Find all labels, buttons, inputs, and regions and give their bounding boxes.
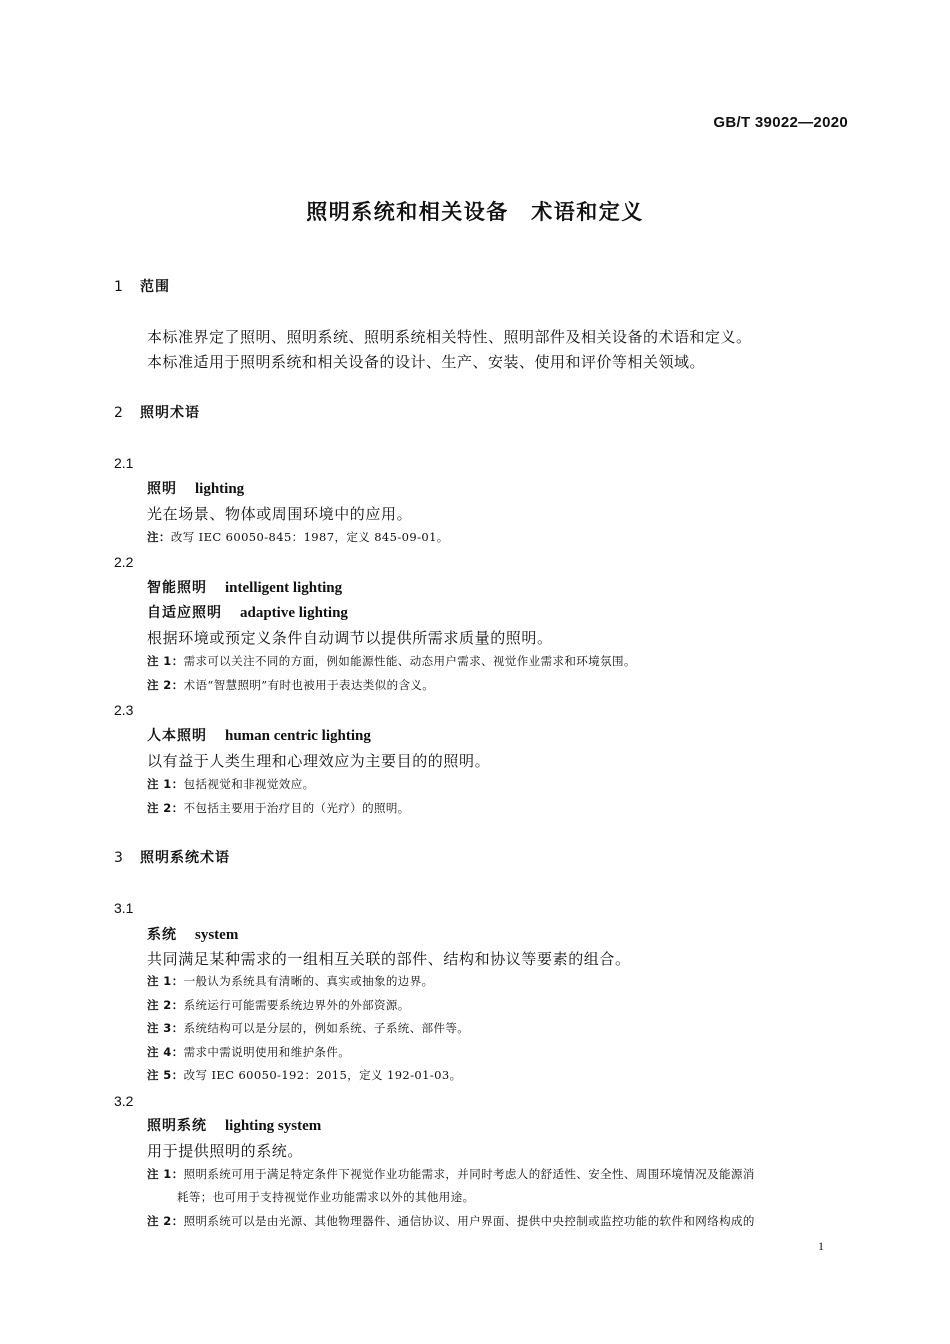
term-note (147, 1168, 755, 1182)
term-definition: 用于提供照明的系统。 (147, 1142, 304, 1160)
term-en: system (195, 927, 239, 943)
term-en: lighting system (225, 1118, 322, 1134)
term-definition: 根据环境或预定义条件自动调节以提供所需求质量的照明。 (147, 629, 553, 647)
term-heading (147, 926, 238, 944)
term-note (147, 531, 449, 545)
note-label: 注 2： (147, 998, 184, 1012)
note-text: 照明系统可用于满足特定条件下视觉作业功能需求，并同时考虑人的舒适性、安全性、周围环境情况及能源消 (183, 1167, 755, 1181)
scope-paragraph: 本标准适用于照明系统和相关设备的设计、生产、安装、使用和评价等相关领域。 (147, 353, 706, 371)
term-number: 3.2 (114, 1093, 134, 1109)
term-zh: 照明 (147, 481, 177, 497)
term-zh: 智能照明 (147, 580, 207, 596)
term-note (147, 1046, 350, 1060)
term-zh: 人本照明 (147, 728, 207, 744)
section-number: 1 (114, 279, 124, 295)
note-label: 注 3： (147, 1021, 184, 1035)
term-note (147, 999, 410, 1013)
term-heading (147, 579, 342, 597)
term-note-continuation: 耗等；也可用于支持视觉作业功能需求以外的其他用途。 (177, 1190, 475, 1204)
standard-code: GB/T 39022—2020 (713, 114, 848, 131)
term-note (147, 1215, 755, 1229)
scope-paragraph: 本标准界定了照明、照明系统、照明系统相关特性、照明部件及相关设备的术语和定义。 (147, 328, 752, 346)
section-heading-system-terms (114, 850, 230, 867)
term-number: 2.2 (114, 554, 134, 570)
section-title: 照明系统术语 (140, 850, 230, 866)
note-label: 注 1： (147, 974, 184, 988)
note-label: 注 1： (147, 1167, 184, 1181)
term-zh: 自适应照明 (147, 605, 222, 621)
term-note (147, 778, 315, 792)
note-label: 注 4： (147, 1045, 184, 1059)
note-text: 系统运行可能需要系统边界外的外部资源。 (183, 998, 410, 1012)
term-heading (147, 727, 371, 745)
section-title: 范围 (140, 279, 170, 295)
term-note (147, 655, 636, 669)
section-heading-scope (114, 279, 170, 296)
note-label: 注 2： (147, 801, 184, 815)
note-label: 注 1： (147, 777, 184, 791)
note-text: 改写 IEC 60050-845：1987，定义 845-09-01。 (170, 530, 449, 544)
term-note (147, 975, 434, 989)
term-note (147, 1069, 462, 1083)
note-text: 术语“智慧照明”有时也被用于表达类似的含义。 (183, 678, 435, 692)
note-label: 注： (147, 530, 171, 544)
term-en: intelligent lighting (225, 580, 343, 596)
term-definition: 共同满足某种需求的一组相互关联的部件、结构和协议等要素的组合。 (147, 950, 631, 968)
note-label: 注 5： (147, 1068, 184, 1082)
term-note (147, 802, 410, 816)
term-definition: 光在场景、物体或周围环境中的应用。 (147, 505, 413, 523)
note-text: 照明系统可以是由光源、其他物理器件、通信协议、用户界面、提供中央控制或监控功能的软件和网络构成的 (183, 1214, 755, 1228)
term-number: 2.3 (114, 702, 134, 718)
document-title: 照明系统和相关设备 术语和定义 (306, 200, 644, 224)
term-note (147, 1022, 469, 1036)
note-text: 一般认为系统具有清晰的、真实或抽象的边界。 (183, 974, 434, 988)
note-text: 改写 IEC 60050-192：2015，定义 192-01-03。 (183, 1068, 462, 1082)
section-title: 照明术语 (140, 405, 200, 421)
term-heading (147, 480, 244, 498)
term-en: adaptive lighting (240, 605, 348, 621)
term-note (147, 679, 434, 693)
note-text: 不包括主要用于治疗目的（光疗）的照明。 (183, 801, 410, 815)
note-text: 系统结构可以是分层的，例如系统、子系统、部件等。 (183, 1021, 470, 1035)
page-number: 1 (818, 1239, 824, 1253)
term-en: lighting (195, 481, 245, 497)
section-heading-lighting-terms (114, 405, 200, 422)
note-label: 注 1： (147, 654, 184, 668)
note-label: 注 2： (147, 1214, 184, 1228)
term-number: 2.1 (114, 455, 134, 471)
term-zh: 照明系统 (147, 1118, 207, 1134)
term-en: human centric lighting (225, 728, 371, 744)
term-synonym-heading (147, 604, 348, 622)
term-heading (147, 1117, 321, 1135)
note-label: 注 2： (147, 678, 184, 692)
note-text: 需求中需说明使用和维护条件。 (183, 1045, 351, 1059)
term-number: 3.1 (114, 900, 134, 916)
term-zh: 系统 (147, 927, 177, 943)
term-definition: 以有益于人类生理和心理效应为主要目的的照明。 (147, 752, 491, 770)
section-number: 3 (114, 850, 124, 866)
note-text: 需求可以关注不同的方面，例如能源性能、动态用户需求、视觉作业需求和环境氛围。 (183, 654, 636, 668)
note-text: 包括视觉和非视觉效应。 (183, 777, 315, 791)
section-number: 2 (114, 405, 124, 421)
